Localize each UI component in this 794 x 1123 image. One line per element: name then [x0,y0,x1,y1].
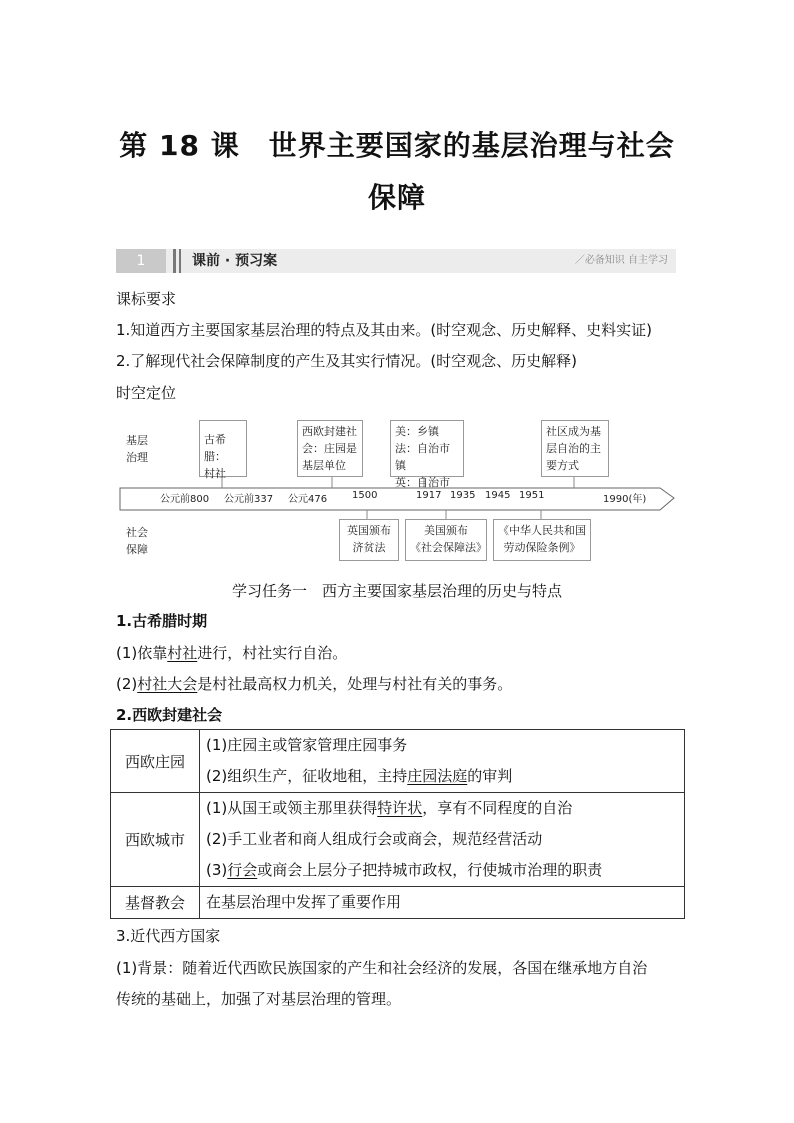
paragraph-1 [116,643,347,663]
year-label: 1917 [416,490,442,501]
box-line: 村社 [204,467,226,480]
underlined-term: 庄园法庭 [407,767,468,785]
cell-line [206,761,678,792]
banner-number: 1 [116,249,166,273]
table-row [111,793,685,887]
box-line: 要方式 [546,459,579,472]
timeline-box-social-security-act [405,519,487,561]
paragraph-3-line2: 传统的基础上，加强了对基层治理的管理。 [116,990,402,1008]
feudal-table [110,729,685,919]
timeline-box-community [541,420,609,477]
section-ancient-greece: 1.古希腊时期 [116,612,208,630]
box-line: 英：自治市 [395,476,450,489]
text: 的审判 [467,767,513,785]
table-cell-head: 基督教会 [111,887,200,919]
timeline-box-greece [199,420,247,480]
text: 是村社最高权力机关，处理与村社有关的事务。 [197,675,513,693]
cell-line [206,793,678,824]
table-cell-head: 西欧庄园 [111,730,200,793]
table-cell [200,887,685,919]
year-label: 公元476 [288,494,328,505]
year-label: 公元前337 [224,494,274,505]
label-line: 社会 [126,526,148,539]
label-line: 治理 [126,451,148,464]
box-line: 层自治的主 [546,442,601,455]
box-line: 《社会保障法》 [410,541,487,554]
box-line: 劳动保险条例》 [503,541,581,554]
timeline-box-poor-law [339,519,399,561]
cell-line [206,855,678,886]
text: (1)从国王或领主那里获得 [206,799,378,817]
timeline-box-labor-insurance [493,519,591,561]
box-line: 《中华人民共和国 [498,524,586,537]
standards-heading: 课标要求 [116,290,177,308]
page-title-line2: 保障 [367,181,426,214]
year-label: 1990(年) [603,494,647,505]
table-cell [200,793,685,887]
year-label: 1951 [519,490,545,501]
cell-line: 在基层治理中发挥了重要作用 [206,893,402,911]
paragraph-2 [116,674,512,694]
section-feudal-europe: 2.西欧封建社会 [116,706,223,724]
text: (1)依靠 [116,644,168,662]
underlined-term: 特许状 [377,799,423,817]
label-line: 保障 [126,543,148,556]
text: 或商会上层分子把持城市政权，行使城市治理的职责 [257,861,603,879]
underlined-term: 村社大会 [137,675,198,693]
table-row [111,730,685,793]
box-line: 西欧封建社 [302,425,357,438]
box-line: 英国颁布 [347,524,391,537]
task-heading: 学习任务一 西方主要国家基层治理的历史与特点 [231,582,562,600]
banner-subtitle: ／必备知识 自主学习 [574,255,668,266]
box-line: 会：庄园是 [302,442,357,455]
banner-subtitle-text: 必备知识 自主学习 [584,255,668,266]
standards-item-1: 1.知道西方主要国家基层治理的特点及其由来。(时空观念、历史解释、史料实证) [116,321,653,339]
table-cell-head: 西欧城市 [111,793,200,887]
table-cell [200,730,685,793]
cell-line: (1)庄园主或管家管理庄园事务 [206,736,408,754]
box-line: 社区成为基 [546,425,601,438]
box-line: 美国颁布 [424,524,468,537]
text: (2)组织生产，征收地租，主持 [206,767,408,785]
year-label: 1945 [485,490,511,501]
underlined-term: 行会 [227,861,258,879]
box-line: 济贫法 [352,541,386,554]
timeline-governance-label [126,432,148,466]
cell-line: (2)手工业者和商人组成行会或商会，规范经营活动 [206,830,543,848]
paragraph-3-line1: (1)背景：随着近代西欧民族国家的产生和社会经济的发展，各国在继承地方自治 [116,959,648,977]
text: (3) [206,861,228,879]
page-title-line1: 第 18 课 世界主要国家的基层治理与社会 [119,129,675,162]
year-label: 公元前800 [160,494,210,505]
section-modern-west: 3.近代西方国家 [116,927,221,945]
box-line: 法：自治市镇 [395,442,450,472]
year-label: 1500 [352,490,378,501]
box-line: 基层单位 [302,459,346,472]
label-line: 基层 [126,434,148,447]
timeline-security-label [126,524,148,558]
table-row [111,887,685,919]
box-line: 古希腊： [204,433,226,463]
year-label: 1935 [450,490,476,501]
standards-item-2: 2.了解现代社会保障制度的产生及其实行情况。(时空观念、历史解释) [116,352,578,370]
text: (2) [116,675,138,693]
banner-label: 课前 · 预习案 [192,253,278,269]
text: 进行，村社实行自治。 [197,644,348,662]
timeline-box-feudal [297,420,363,477]
box-line: 美：乡镇 [395,425,439,438]
underlined-term: 村社 [167,644,198,662]
text: ，享有不同程度的自治 [422,799,573,817]
timeline-box-modern [390,420,464,489]
timeline-heading: 时空定位 [116,384,177,402]
